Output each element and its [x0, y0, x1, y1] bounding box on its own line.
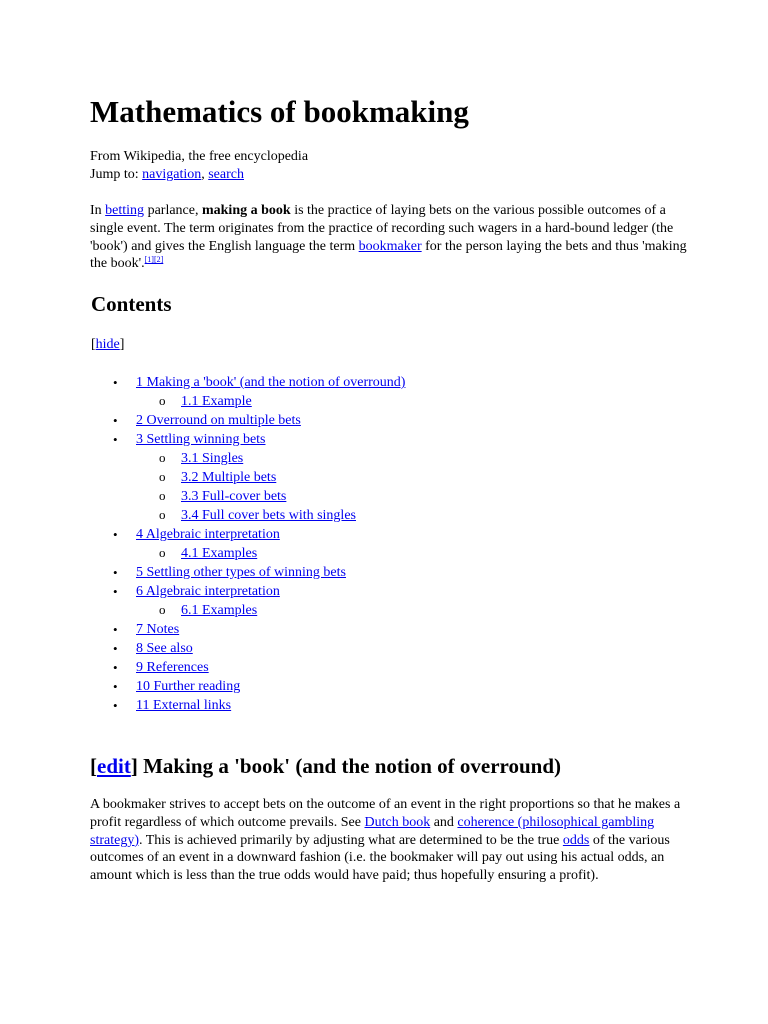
toc-link[interactable]: 2 Overround on multiple bets	[136, 413, 301, 428]
toc-link[interactable]: 3.2 Multiple bets	[181, 470, 277, 485]
from-line: From Wikipedia, the free encyclopedia	[90, 149, 309, 164]
intro-text-2: parlance,	[144, 203, 202, 218]
toc-item	[91, 601, 691, 620]
toc-item	[91, 411, 691, 430]
hide-toggle	[91, 336, 124, 354]
toc-link[interactable]: 3.1 Singles	[181, 451, 244, 466]
hide-link[interactable]: hide	[95, 337, 120, 352]
section-text-1: A bookmaker strives to accept bets on the outcome of an event in the right proportions so that he makes a profit regardless of which outcome prevails. See	[90, 797, 681, 830]
section-text-2: and	[430, 814, 458, 830]
toc-link[interactable]: 1 Making a 'book' (and the notion of overround)	[136, 375, 406, 390]
toc-link[interactable]: 11 External links	[136, 698, 232, 713]
toc-link[interactable]: 9 References	[136, 660, 209, 675]
intro-text-4: for the person laying the bets and thus 'making the book'.	[90, 238, 687, 272]
jump-to-line	[90, 166, 308, 184]
toc-link[interactable]: 5 Settling other types of winning bets	[136, 565, 346, 580]
toc-item	[91, 544, 691, 563]
toc-item	[91, 392, 691, 411]
page-title: Mathematics of bookmaking	[90, 94, 469, 129]
toc-item	[91, 696, 691, 715]
jump-to-separator: ,	[201, 167, 205, 182]
section-text-3: . This is achieved primarily by adjusting what are determined to be the true	[138, 832, 563, 848]
article-meta	[90, 148, 308, 184]
toc-link[interactable]: 4 Algebraic interpretation	[136, 527, 280, 542]
section-paragraph	[90, 796, 690, 885]
jump-to-label: Jump to:	[90, 167, 139, 182]
coherence-link[interactable]: coherence (philosophical gambling strategy)	[90, 814, 655, 848]
edit-bracket-open: [	[90, 754, 97, 778]
reference-links[interactable]: [1][2]	[144, 255, 164, 265]
toc-item	[91, 430, 691, 449]
toc-link[interactable]: 10 Further reading	[136, 679, 241, 694]
hide-bracket-close: ]	[119, 337, 125, 352]
toc-link[interactable]: 8 See also	[136, 641, 193, 656]
toc-link[interactable]: 3 Settling winning bets	[136, 432, 266, 447]
toc-link[interactable]: 1.1 Example	[181, 394, 252, 409]
bookmaker-link[interactable]: bookmaker	[358, 238, 422, 254]
toc-item	[91, 677, 691, 696]
intro-bold-term: making a book	[201, 203, 291, 218]
toc-link[interactable]: 4.1 Examples	[181, 546, 258, 561]
section-text-4: of the various outcomes of an event in a downward fashion (i.e. the bookmaker will pay out using his actual odds, an amount which is less than the true odds would have paid; thus hopefully ensuring a profit).	[90, 832, 670, 884]
toc-link[interactable]: 3.4 Full cover bets with singles	[181, 508, 356, 523]
toc-item	[91, 449, 691, 468]
odds-link[interactable]: odds	[562, 832, 590, 848]
toc-item	[91, 373, 691, 392]
section-title: Making a 'book' (and the notion of overround)	[143, 754, 562, 778]
toc-item	[91, 658, 691, 677]
table-of-contents	[91, 373, 691, 715]
intro-text-1: In	[90, 203, 106, 218]
search-link[interactable]: search	[208, 167, 244, 182]
betting-link[interactable]: betting	[105, 203, 145, 218]
toc-item	[91, 582, 691, 601]
contents-heading: Contents	[91, 292, 172, 316]
toc-link[interactable]: 6 Algebraic interpretation	[136, 584, 280, 599]
intro-text-3: is the practice of laying bets on the various possible outcomes of a single event. The term originates from the practice of recording such wagers in a hard-bound ledger (the 'book') and gives the English language the term	[90, 203, 674, 254]
hide-bracket-open: [	[91, 337, 96, 352]
toc-item	[91, 525, 691, 544]
edit-link[interactable]: edit	[97, 754, 131, 778]
toc-link[interactable]: 6.1 Examples	[181, 603, 258, 618]
navigation-link[interactable]: navigation	[142, 167, 202, 182]
toc-item	[91, 620, 691, 639]
intro-paragraph	[90, 202, 690, 273]
toc-item	[91, 563, 691, 582]
toc-link[interactable]: 7 Notes	[136, 622, 180, 637]
edit-bracket-close: ]	[130, 754, 138, 778]
toc-item	[91, 468, 691, 487]
toc-item	[91, 506, 691, 525]
toc-item	[91, 487, 691, 506]
section-heading	[90, 752, 561, 780]
toc-item	[91, 639, 691, 658]
dutch-book-link[interactable]: Dutch book	[364, 814, 431, 830]
toc-link[interactable]: 3.3 Full-cover bets	[181, 489, 287, 504]
